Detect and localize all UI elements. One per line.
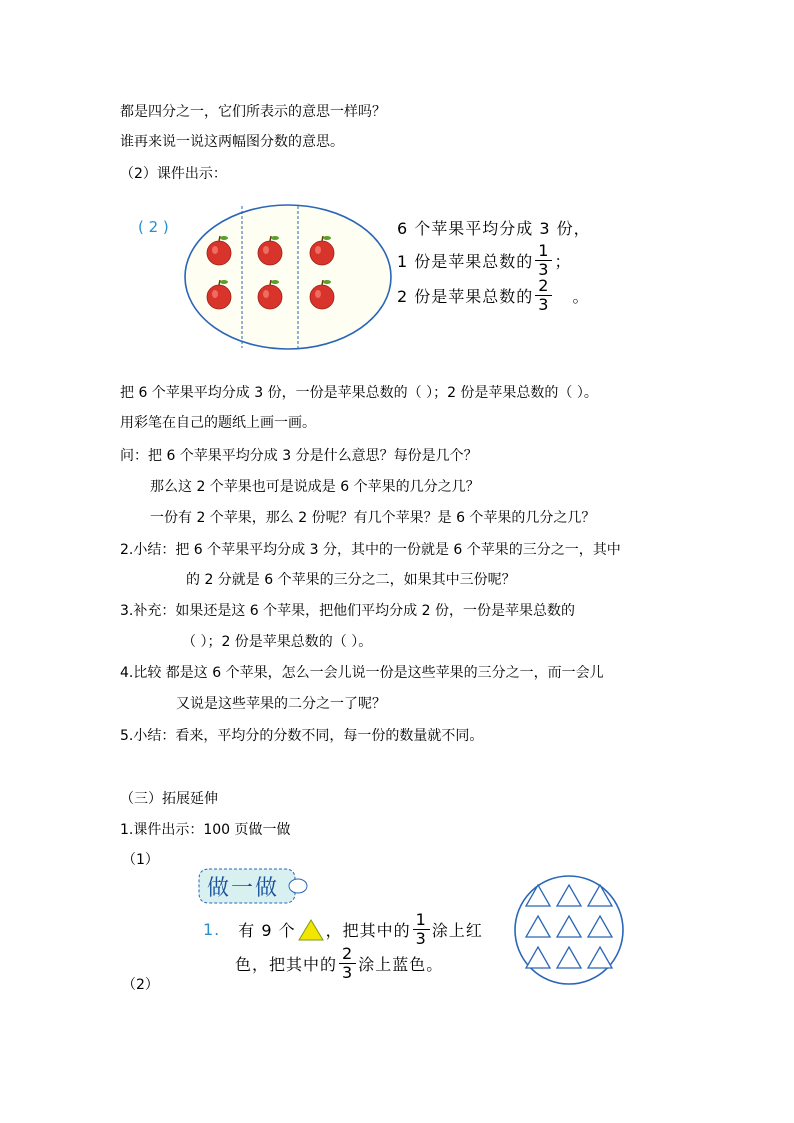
- text-line-6: 问：把 6 个苹果平均分成 3 分是什么意思？每份是几个？: [120, 448, 478, 464]
- text-line-13: 4.比较 都是这 6 个苹果，怎么一会儿说一份是这些苹果的三分之一，而一会儿: [120, 665, 604, 681]
- text-line-18: （2）: [122, 977, 159, 993]
- text-line-17: （1）: [122, 852, 159, 868]
- dozuo-line-1: [203, 912, 483, 947]
- fraction-denominator: 3: [535, 260, 552, 278]
- fraction-denominator: 3: [535, 295, 552, 313]
- apple-line-3-text: 2 份是苹果总数的: [397, 287, 534, 306]
- fraction-denominator: 3: [339, 963, 356, 981]
- text-line-5: 用彩笔在自己的题纸上画一画。: [120, 415, 316, 431]
- triangle-circle-diagram: [513, 874, 625, 986]
- fraction-two-thirds: [339, 946, 356, 981]
- triangle-icon: [298, 919, 324, 941]
- apple-line-3-suffix: 。: [572, 287, 590, 306]
- fraction-numerator: 1: [538, 241, 550, 260]
- fraction-numerator: 2: [538, 276, 550, 295]
- fraction-two-thirds: [535, 278, 552, 313]
- text-line-16: 1.课件出示：100 页做一做: [120, 822, 291, 838]
- fraction-numerator: 2: [342, 944, 354, 963]
- fraction-denominator: 3: [413, 929, 430, 947]
- apple-circle: [185, 205, 391, 349]
- apple-line-1: 6 个苹果平均分成 3 份，: [397, 219, 591, 238]
- dozuo-text-e: 涂上蓝色。: [358, 955, 444, 974]
- text-line-8: 一份有 2 个苹果，那么 2 份呢？有几个苹果？是 6 个苹果的几分之几？: [150, 510, 596, 526]
- fraction-one-third: [535, 243, 552, 278]
- text-line-15: 5.小结：看来，平均分的分数不同，每一份的数量就不同。: [120, 728, 484, 744]
- apple-circle-diagram: [183, 203, 393, 351]
- text-line-3: （2）课件出示：: [120, 166, 227, 182]
- triangles-group: [526, 885, 612, 968]
- dozuo-line-2: [235, 946, 443, 981]
- dozuo-badge-label: 做一做: [207, 876, 280, 901]
- text-line-4: 把 6 个苹果平均分成 3 份，一份是苹果总数的（ ）；2 份是苹果总数的（ ）。: [120, 385, 598, 401]
- item-number: 1.: [203, 920, 221, 939]
- apple-line-2-suffix: ；: [554, 252, 572, 271]
- dozuo-figure: [195, 860, 655, 985]
- text-line-7: 那么这 2 个苹果也可是说成是 6 个苹果的几分之几？: [150, 479, 480, 495]
- apple-line-2-text: 1 份是苹果总数的: [397, 252, 534, 271]
- text-line-12: （ ）；2 份是苹果总数的（ ）。: [182, 634, 373, 650]
- text-line-11: 3.补充：如果还是这 6 个苹果，把他们平均分成 2 份，一份是苹果总数的: [120, 603, 575, 619]
- dozuo-text-c: 涂上红: [431, 921, 483, 940]
- fraction-one-third: [413, 912, 430, 947]
- apple-line-2: [397, 243, 571, 278]
- text-line-10: 的 2 分就是 6 个苹果的三分之二，如果其中三份呢？: [186, 572, 516, 588]
- figure-label: ( 2 ): [138, 218, 169, 236]
- text-line-9: 2.小结：把 6 个苹果平均分成 3 分，其中的一份就是 6 个苹果的三分之一，其中: [120, 542, 621, 558]
- text-line-2: 谁再来说一说这两幅图分数的意思。: [120, 134, 344, 150]
- dozuo-text-b: ，把其中的: [325, 921, 411, 940]
- text-line-1: 都是四分之一，它们所表示的意思一样吗？: [120, 104, 386, 120]
- dozuo-text-a: 有 9 个: [238, 921, 296, 940]
- text-line-14: 又说是这些苹果的二分之一了呢？: [176, 696, 386, 712]
- apple-figure: [130, 198, 610, 358]
- apple-line-3: [397, 278, 589, 313]
- dozuo-text-d: 色，把其中的: [235, 955, 338, 974]
- fraction-numerator: 1: [415, 910, 427, 929]
- section-heading: （三）拓展延伸: [120, 791, 218, 807]
